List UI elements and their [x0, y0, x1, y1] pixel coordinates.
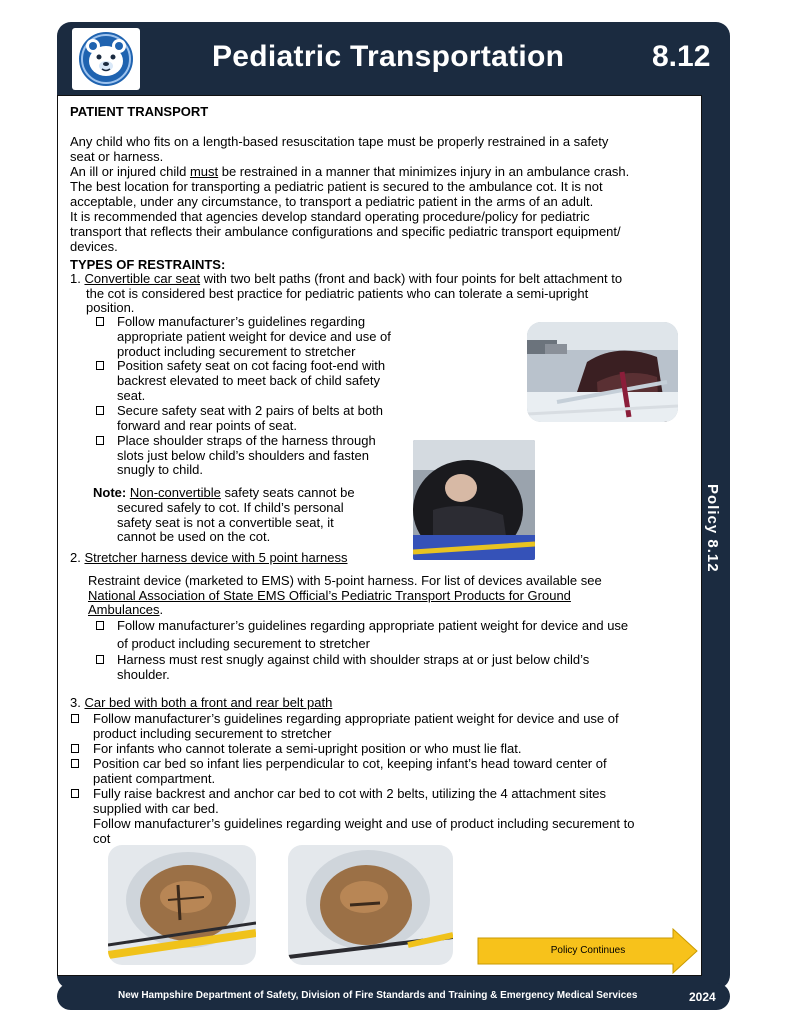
- pediatric-products-link[interactable]: National Association of State EMS Official’s Pediatric Transport Products for Ground: [88, 588, 571, 603]
- item2-line: 2. Stretcher harness device with 5 point harness: [70, 550, 348, 565]
- para-line: acceptable, under any circumstance, to transport a pediatric patient in the arms of an adult.: [70, 194, 594, 209]
- intro-line: seat or harness.: [70, 149, 164, 164]
- section-heading: PATIENT TRANSPORT: [70, 104, 209, 119]
- checkbox-icon: [71, 714, 79, 723]
- bullet-text: appropriate patient weight for device and use of: [117, 329, 391, 344]
- item1-line: 1. Convertible car seat with two belt paths (front and back) with four points for belt attachment to: [70, 271, 623, 286]
- note-line: cannot be used on the cot.: [117, 529, 271, 544]
- side-policy-label: Policy 8.12: [704, 484, 721, 573]
- bullet-text: Follow manufacturer’s guidelines regarding appropriate patient weight for device and use of: [93, 711, 619, 726]
- note-line: safety seat is not a convertible seat, it: [117, 515, 334, 530]
- checkbox-icon: [71, 744, 79, 753]
- intro-line: Any child who fits on a length-based resuscitation tape must be properly restrained in a safety: [70, 134, 609, 149]
- para-line: It is recommended that agencies develop standard operating procedure/policy for pediatric: [70, 209, 590, 224]
- note-line: secured safely to cot. If child’s personal: [117, 500, 344, 515]
- footer-text: New Hampshire Department of Safety, Division of Fire Standards and Training & Emergency Medical Services: [118, 990, 638, 1001]
- para-line: The best location for transporting a pediatric patient is secured to the ambulance cot. It is not: [70, 179, 603, 194]
- logo: [72, 28, 140, 90]
- bullet-text: cot: [93, 831, 111, 846]
- item1-line: position.: [86, 300, 135, 315]
- checkbox-icon: [71, 759, 79, 768]
- convertible-seat-photo: [527, 322, 678, 422]
- bullet-text: seat.: [117, 388, 146, 403]
- checkbox-icon: [96, 655, 104, 664]
- checkbox-icon: [96, 406, 104, 415]
- teddy-bear-icon: [72, 28, 140, 90]
- bullet-text: Harness must rest snugly against child with shoulder straps at or just below child’s: [117, 652, 590, 667]
- bullet-text: Follow manufacturer’s guidelines regarding appropriate patient weight for device and use: [117, 618, 629, 633]
- pediatric-products-link[interactable]: Ambulances.: [88, 602, 164, 617]
- bullet-text: product including securement to stretcher: [117, 344, 356, 359]
- footer-year: 2024: [689, 990, 716, 1004]
- policy-continues-label[interactable]: Policy Continues: [550, 945, 626, 956]
- checkbox-icon: [96, 621, 104, 630]
- item2-desc: Restraint device (marketed to EMS) with 5-point harness. For list of devices available see: [88, 573, 602, 588]
- checkbox-icon: [96, 317, 104, 326]
- bullet-text: supplied with car bed.: [93, 801, 219, 816]
- bullet-text: slots just below child’s shoulders and fasten: [117, 448, 369, 463]
- bullet-text: product including securement to stretcher: [93, 726, 332, 741]
- bullet-text: shoulder.: [117, 667, 170, 682]
- item3-line: 3. Car bed with both a front and rear belt path: [70, 695, 333, 710]
- para-line: devices.: [70, 239, 118, 254]
- bullet-text: Secure safety seat with 2 pairs of belts at both: [117, 403, 383, 418]
- bullet-text: of product including securement to stretcher: [117, 636, 370, 651]
- must-line: An ill or injured child must be restrained in a manner that minimizes injury in an ambulance crash.: [70, 164, 630, 179]
- checkbox-icon: [71, 789, 79, 798]
- policy-number: 8.12: [652, 40, 711, 73]
- bullet-text: For infants who cannot tolerate a semi-upright position or who must lie flat.: [93, 741, 522, 756]
- child-in-seat-photo: [413, 440, 535, 560]
- page-title: Pediatric Transportation: [212, 40, 565, 73]
- bullet-text: Fully raise backrest and anchor car bed to cot with 2 belts, utilizing the 4 attachment sites: [93, 786, 607, 801]
- bullet-text: Follow manufacturer’s guidelines regarding weight and use of product including securement to: [93, 816, 635, 831]
- note-line: Note: Non-convertible safety seats cannot be: [93, 485, 355, 500]
- bullet-text: Place shoulder straps of the harness through: [117, 433, 376, 448]
- bullet-text: snugly to child.: [117, 462, 203, 477]
- bullet-text: forward and rear points of seat.: [117, 418, 297, 433]
- car-bed-photo-1: [108, 845, 256, 965]
- bullet-text: patient compartment.: [93, 771, 216, 786]
- bullet-text: Follow manufacturer’s guidelines regarding: [117, 314, 366, 329]
- item1-line: the cot is considered best practice for pediatric patients who can tolerate a semi-upright: [86, 286, 589, 301]
- para-line: transport that reflects their ambulance configurations and specific pediatric transport equipment/: [70, 224, 621, 239]
- bullet-text: backrest elevated to meet back of child safety: [117, 373, 381, 388]
- checkbox-icon: [96, 436, 104, 445]
- checkbox-icon: [96, 361, 104, 370]
- bullet-text: Position car bed so infant lies perpendicular to cot, keeping infant’s head toward center of: [93, 756, 607, 771]
- bullet-text: Position safety seat on cot facing foot-end with: [117, 358, 386, 373]
- types-heading: TYPES OF RESTRAINTS:: [70, 257, 226, 272]
- car-bed-photo-2: [288, 845, 453, 965]
